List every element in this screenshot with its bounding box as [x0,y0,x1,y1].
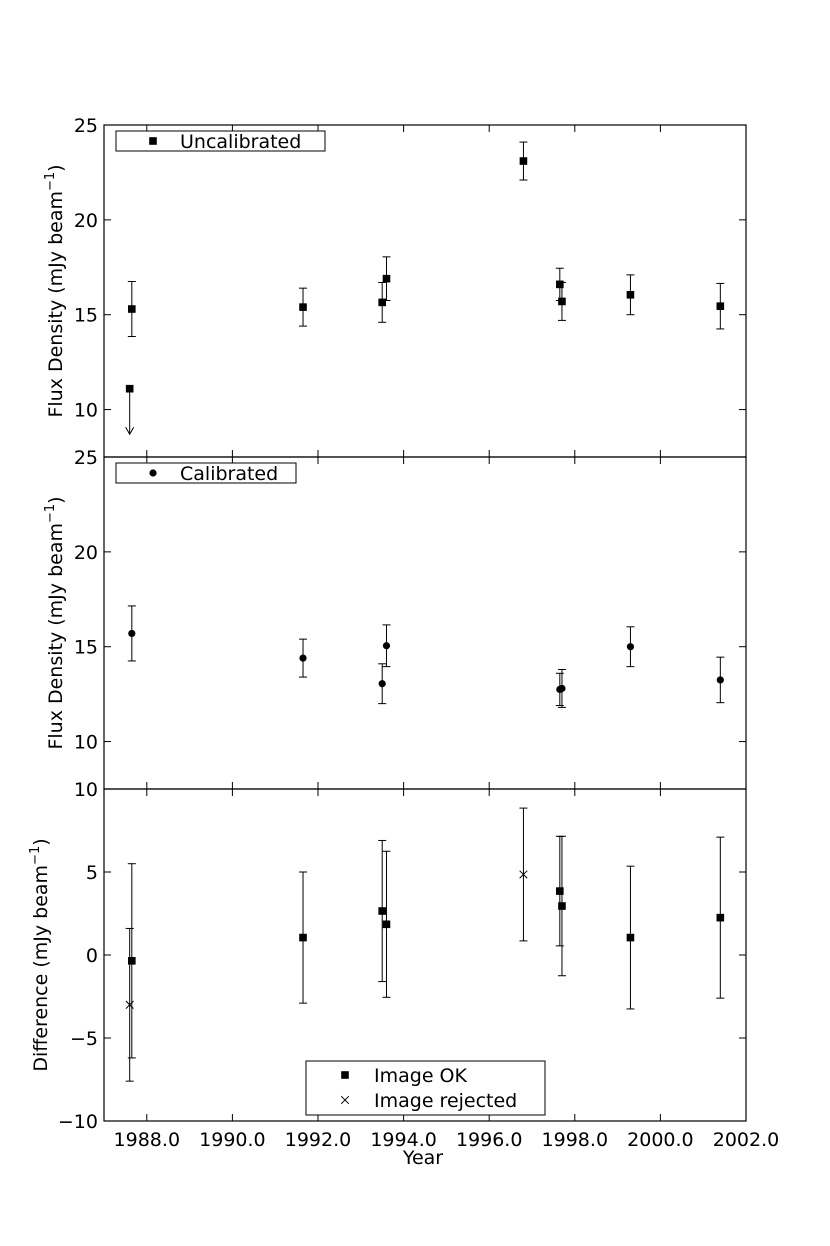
data-point [379,680,386,687]
y-tick-label: 5 [85,862,98,884]
y-tick-label: 10 [73,779,98,801]
y-tick-label: 0 [85,945,98,967]
series-calibrated [128,606,725,707]
data-point [383,920,391,928]
legend [116,463,296,485]
series-image-rejected [126,808,528,1081]
x-tick-label: 1998.0 [541,1129,609,1151]
panel-bottom [28,779,779,1169]
data-point [128,305,136,313]
plot-frame [104,125,746,457]
data-point [383,275,391,283]
data-point [520,157,528,165]
data-point [717,914,725,922]
y-tick-label: 25 [73,115,98,137]
data-point [558,298,566,306]
data-point [299,654,306,661]
data-point [299,303,307,311]
y-tick-label: 25 [73,447,98,469]
data-point [556,281,564,289]
y-tick-label: 10 [73,731,98,754]
series-image-ok [128,836,725,1058]
x-axis-label: Year [402,1147,444,1169]
data-point [149,469,156,476]
panels [28,115,779,1169]
data-point [126,385,134,393]
data-point [717,302,725,310]
data-point [383,642,390,649]
data-point [627,291,635,299]
data-point [299,934,307,942]
x-tick-label: 1992.0 [284,1129,352,1151]
series-uncalibrated [128,142,725,336]
plot-frame [104,457,746,789]
legend-label: Image OK [374,1065,467,1087]
legend-label: Image rejected [374,1090,518,1112]
panel-top [43,115,746,457]
data-point [558,685,565,692]
x-tick-label: 1994.0 [370,1129,437,1151]
data-point [128,630,135,637]
y-tick-label: 15 [73,304,98,327]
y-tick-label: 20 [73,541,98,564]
data-point [558,902,566,910]
y-axis-label: Difference (mJy beam$^{-1}$) [28,838,52,1072]
data-point [627,643,634,650]
data-point [378,907,386,915]
y-tick-label: 15 [73,636,98,659]
x-tick-label: 1996.0 [455,1129,523,1151]
y-tick-label: −10 [57,1111,98,1133]
data-point [149,137,157,145]
x-tick-label: 2002.0 [712,1129,780,1151]
data-point [556,887,564,895]
x-tick-label: 1990.0 [199,1129,266,1151]
y-axis-label: Flux Density (mJy beam$^{-1}$) [43,496,67,750]
data-point [717,676,724,683]
legend-label: Uncalibrated [180,131,302,153]
data-point [128,957,136,965]
data-point [341,1071,349,1079]
y-tick-label: −5 [69,1028,98,1050]
x-tick-label: 2000.0 [627,1129,694,1151]
data-point [378,299,386,307]
legend [306,1061,545,1115]
legend [116,131,325,153]
x-tick-label: 1988.0 [113,1129,181,1151]
series-upper-limit [126,385,134,434]
y-axis-label: Flux Density (mJy beam$^{-1}$) [43,164,67,418]
legend-label: Calibrated [180,463,279,485]
y-tick-label: 20 [73,209,98,232]
data-point [627,934,635,942]
panel-middle [43,447,746,789]
y-tick-label: 10 [73,399,98,422]
